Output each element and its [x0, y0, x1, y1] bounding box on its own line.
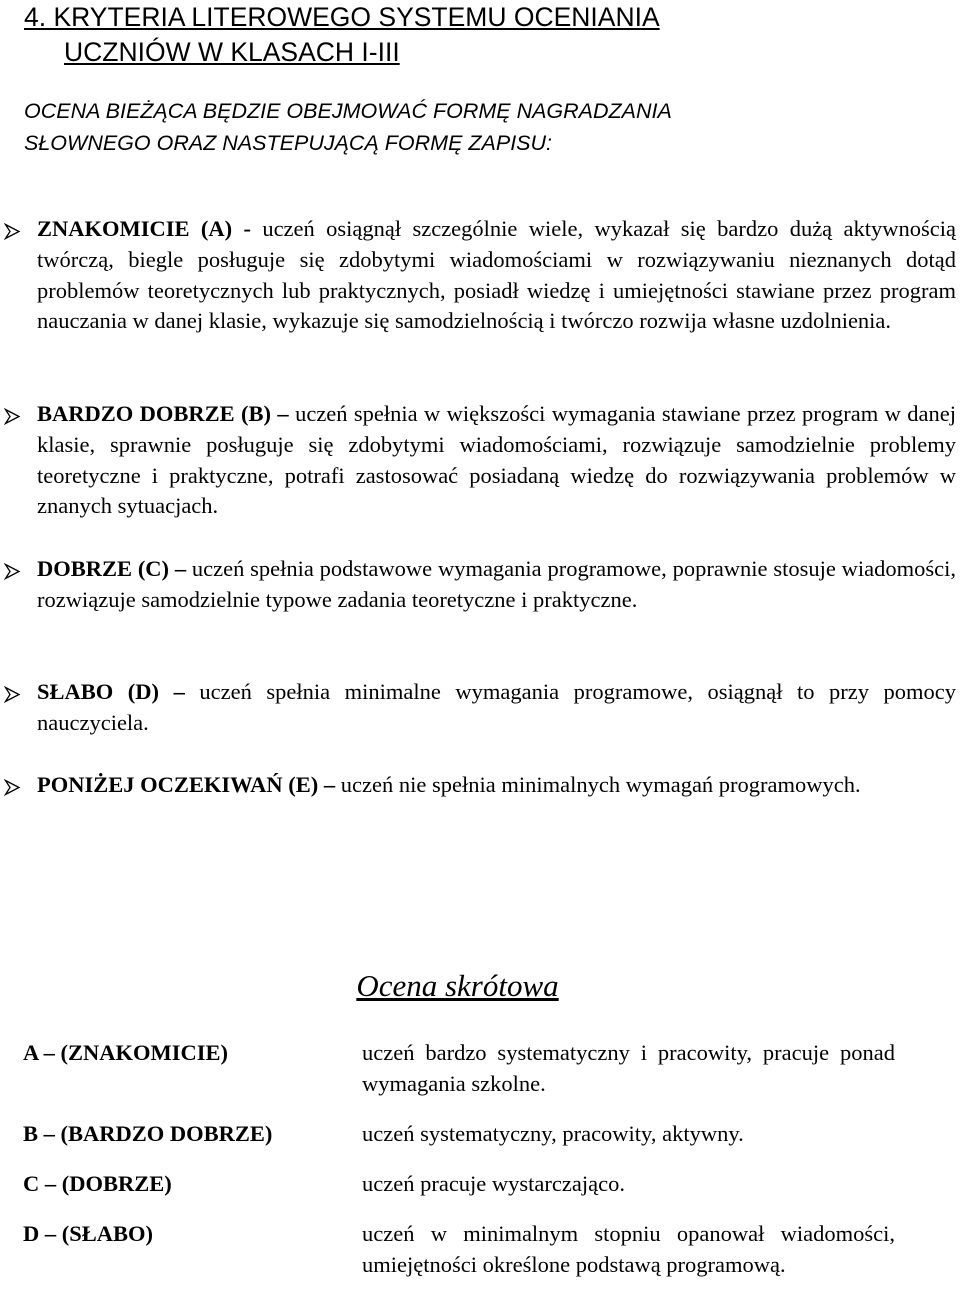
arrow-bullet-icon	[4, 686, 21, 703]
summary-code: A – (ZNAKOMICIE)	[23, 1040, 229, 1065]
arrow-bullet-icon	[4, 223, 21, 240]
summary-code: B – (BARDZO DOBRZE)	[23, 1121, 273, 1146]
summary-code: C – (DOBRZE)	[23, 1171, 172, 1196]
grade-name: PONIŻEJ OCZEKIWAŃ (E) –	[37, 772, 336, 797]
summary-heading: Ocena skrótowa	[356, 968, 559, 1003]
page-title-line1: 4. KRYTERIA LITEROWEGO SYSTEMU OCENIANIA	[24, 2, 660, 32]
arrow-bullet-icon	[4, 408, 21, 425]
arrow-bullet-icon	[4, 563, 21, 580]
summary-description: uczeń w minimalnym stopniu opanował wiadomości, umiejętności określone podstawą programową.	[362, 1221, 895, 1277]
grade-description: uczeń spełnia podstawowe wymagania programowe, poprawnie stosuje wiadomości, rozwiązuje samodzielnie typowe zadania teoretyczne i praktyczne.	[37, 556, 956, 612]
summary-description: uczeń bardzo systematyczny i pracowity, pracuje ponad wymagania szkolne.	[362, 1040, 895, 1096]
summary-description: uczeń pracuje wystarczająco.	[362, 1171, 625, 1196]
grade-description: uczeń spełnia w większości wymagania stawiane przez program w danej klasie, sprawnie posługuje się zdobytymi wiadomościami, rozwiązuje samodzielnie problemy teoretyczne i praktyczne, potrafi zastosować posiadaną wiedzę do rozwiązywania problemów w znanych sytuacjach.	[37, 401, 957, 519]
grade-description: uczeń nie spełnia minimalnych wymagań programowych.	[340, 772, 861, 797]
arrow-bullet-icon	[4, 779, 21, 796]
grade-name: DOBRZE (C) –	[37, 556, 187, 581]
grade-description: uczeń osiągnął szczególnie wiele, wykazał się bardzo dużą aktywnością twórczą, biegle posługuje się zdobytymi wiadomościami w rozwiązywaniu nieznanych dotąd problemów teoretycznych lub praktycznych, posiadł wiedzę i umiejętności stawiane przez program nauczania w danej klasie, wykazuje się samodzielnością i twórczo rozwija własne uzdolnienia.	[37, 216, 956, 334]
grade-name: SŁABO (D) –	[37, 679, 185, 704]
page-title-line2: UCZNIÓW W KLASACH I-III	[64, 37, 400, 67]
summary-description: uczeń systematyczny, pracowity, aktywny.	[362, 1121, 744, 1146]
subtitle-line2: SŁOWNEGO ORAZ NASTEPUJĄCĄ FORMĘ ZAPISU:	[24, 131, 553, 155]
section-subtitle	[24, 95, 672, 159]
subtitle-line1: OCENA BIEŻĄCA BĘDZIE OBEJMOWAĆ FORMĘ NAGRADZANIA	[24, 99, 672, 123]
grade-name: ZNAKOMICIE (A) -	[37, 216, 251, 241]
page-title	[24, 0, 660, 70]
summary-code: D – (SŁABO)	[23, 1221, 154, 1246]
grade-name: BARDZO DOBRZE (B) –	[37, 401, 289, 426]
grade-description: uczeń spełnia minimalne wymagania programowe, osiągnął to przy pomocy nauczyciela.	[37, 679, 957, 735]
